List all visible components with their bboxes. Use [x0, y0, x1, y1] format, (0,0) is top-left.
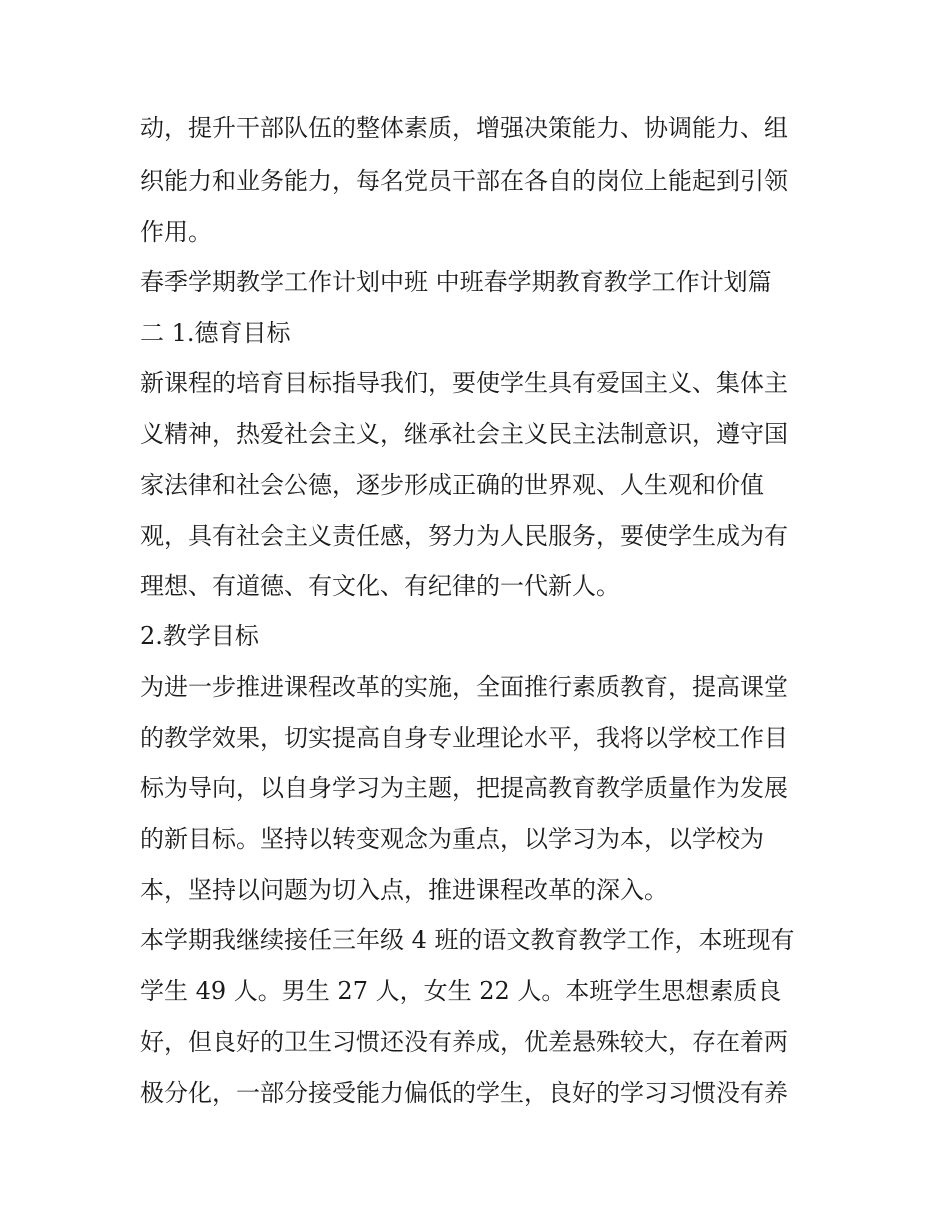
section-heading: 二 1.德育目标	[140, 319, 291, 347]
text-line: 本学期我继续接任三年级 4 班的语文教育教学工作，本班现有	[140, 926, 795, 954]
text-line: 新课程的培育目标指导我们，要使学生具有爱国主义、集体主	[140, 369, 788, 397]
text-line: 标为导向，以自身学习为主题，把提高教育教学质量作为发展	[140, 774, 788, 802]
section-heading: 2.教学目标	[140, 622, 259, 650]
text-line: 织能力和业务能力，每名党员干部在各自的岗位上能起到引领	[140, 167, 788, 195]
text-line: 本，坚持以问题为切入点，推进课程改革的深入。	[140, 876, 668, 904]
text-line: 义精神，热爱社会主义，继承社会主义民主法制意识，遵守国	[140, 420, 788, 448]
text-line: 为进一步推进课程改革的实施，全面推行素质教育，提高课堂	[140, 673, 788, 701]
text-line: 的教学效果，切实提高自身专业理论水平，我将以学校工作目	[140, 724, 788, 752]
text-line: 理想、有道德、有文化、有纪律的一代新人。	[140, 572, 620, 600]
text-line: 学生 49 人。男生 27 人，女生 22 人。本班学生思想素质良	[140, 977, 782, 1005]
text-line: 观，具有社会主义责任感，努力为人民服务，要使学生成为有	[140, 522, 788, 550]
section-heading: 春季学期教学工作计划中班 中班春学期教育教学工作计划篇	[140, 268, 772, 296]
text-line: 的新目标。坚持以转变观念为重点，以学习为本，以学校为	[140, 825, 764, 853]
text-line: 极分化，一部分接受能力偏低的学生，良好的学习习惯没有养	[140, 1079, 788, 1107]
text-line: 家法律和社会公德，逐步形成正确的世界观、人生观和价值	[140, 471, 764, 499]
text-line: 动，提升干部队伍的整体素质，增强决策能力、协调能力、组	[140, 114, 788, 142]
text-line: 好，但良好的卫生习惯还没有养成，优差悬殊较大，存在着两	[140, 1028, 788, 1056]
text-line: 作用。	[140, 218, 212, 246]
